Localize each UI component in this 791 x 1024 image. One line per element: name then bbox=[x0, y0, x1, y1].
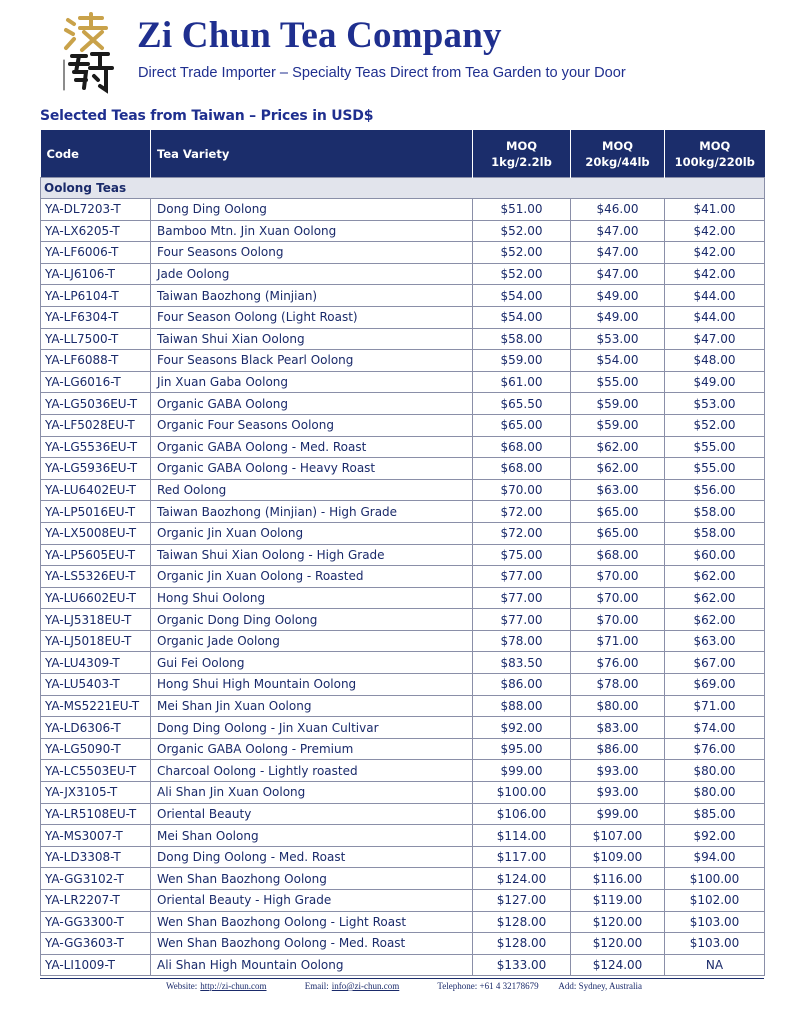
table-row bbox=[41, 285, 765, 307]
tea-variety: Wen Shan Baozhong Oolong - Med. Roast bbox=[151, 933, 473, 955]
price-moq-100kg: $85.00 bbox=[665, 803, 765, 825]
section-title: Selected Teas from Taiwan – Prices in USD$ bbox=[40, 108, 374, 124]
product-code: YA-LJ5018EU-T bbox=[41, 630, 151, 652]
table-row bbox=[41, 263, 765, 285]
column-header-code: Code bbox=[41, 130, 151, 178]
table-row bbox=[41, 609, 765, 631]
tea-variety: Organic Four Seasons Oolong bbox=[151, 414, 473, 436]
table-row bbox=[41, 868, 765, 890]
price-table bbox=[40, 130, 765, 976]
column-header-moq-20kg bbox=[571, 130, 665, 178]
column-header-variety: Tea Variety bbox=[151, 130, 473, 178]
price-moq-20kg: $116.00 bbox=[571, 868, 665, 890]
price-moq-1kg: $52.00 bbox=[473, 220, 571, 242]
table-row bbox=[41, 933, 765, 955]
product-code: YA-LG5036EU-T bbox=[41, 393, 151, 415]
product-code: YA-LJ5318EU-T bbox=[41, 609, 151, 631]
price-moq-20kg: $119.00 bbox=[571, 890, 665, 912]
group-row-oolong bbox=[41, 178, 765, 199]
price-moq-20kg: $99.00 bbox=[571, 803, 665, 825]
price-moq-1kg: $65.50 bbox=[473, 393, 571, 415]
price-moq-20kg: $78.00 bbox=[571, 674, 665, 696]
product-code: YA-LP6104-T bbox=[41, 285, 151, 307]
price-moq-20kg: $70.00 bbox=[571, 566, 665, 588]
table-row bbox=[41, 393, 765, 415]
price-moq-1kg: $133.00 bbox=[473, 954, 571, 976]
price-moq-1kg: $92.00 bbox=[473, 717, 571, 739]
tea-variety: Hong Shui Oolong bbox=[151, 587, 473, 609]
table-row bbox=[41, 566, 765, 588]
price-moq-20kg: $70.00 bbox=[571, 587, 665, 609]
price-moq-100kg: $42.00 bbox=[665, 220, 765, 242]
price-moq-1kg: $54.00 bbox=[473, 306, 571, 328]
tea-variety: Four Seasons Oolong bbox=[151, 242, 473, 264]
table-row bbox=[41, 328, 765, 350]
product-code: YA-LU6402EU-T bbox=[41, 479, 151, 501]
price-moq-100kg: $44.00 bbox=[665, 306, 765, 328]
table-row bbox=[41, 306, 765, 328]
tea-variety: Jin Xuan Gaba Oolong bbox=[151, 371, 473, 393]
product-code: YA-JX3105-T bbox=[41, 782, 151, 804]
tea-variety: Dong Ding Oolong - Jin Xuan Cultivar bbox=[151, 717, 473, 739]
price-moq-20kg: $49.00 bbox=[571, 285, 665, 307]
tea-variety: Organic GABA Oolong - Med. Roast bbox=[151, 436, 473, 458]
price-moq-100kg: $80.00 bbox=[665, 760, 765, 782]
product-code: YA-LP5605EU-T bbox=[41, 544, 151, 566]
tea-variety: Dong Ding Oolong - Med. Roast bbox=[151, 846, 473, 868]
product-code: YA-LD6306-T bbox=[41, 717, 151, 739]
footer bbox=[166, 981, 660, 991]
price-moq-20kg: $65.00 bbox=[571, 501, 665, 523]
table-row bbox=[41, 414, 765, 436]
price-moq-100kg: $41.00 bbox=[665, 199, 765, 221]
tea-variety: Ali Shan High Mountain Oolong bbox=[151, 954, 473, 976]
tea-variety: Taiwan Baozhong (Minjian) bbox=[151, 285, 473, 307]
table-row bbox=[41, 371, 765, 393]
price-moq-1kg: $70.00 bbox=[473, 479, 571, 501]
table-row bbox=[41, 350, 765, 372]
moq-label: MOQ bbox=[602, 138, 633, 153]
price-moq-20kg: $47.00 bbox=[571, 242, 665, 264]
product-code: YA-LX5008EU-T bbox=[41, 522, 151, 544]
table-row bbox=[41, 890, 765, 912]
price-moq-100kg: $56.00 bbox=[665, 479, 765, 501]
price-moq-1kg: $59.00 bbox=[473, 350, 571, 372]
company-name: Zi Chun Tea Company bbox=[137, 15, 502, 56]
table-row bbox=[41, 458, 765, 480]
price-moq-100kg: $80.00 bbox=[665, 782, 765, 804]
price-moq-100kg: $100.00 bbox=[665, 868, 765, 890]
price-moq-100kg: $42.00 bbox=[665, 242, 765, 264]
table-row bbox=[41, 674, 765, 696]
product-code: YA-GG3300-T bbox=[41, 911, 151, 933]
price-moq-20kg: $76.00 bbox=[571, 652, 665, 674]
price-moq-20kg: $47.00 bbox=[571, 263, 665, 285]
product-code: YA-LF6304-T bbox=[41, 306, 151, 328]
table-row bbox=[41, 199, 765, 221]
price-rows bbox=[41, 199, 765, 976]
table-row bbox=[41, 846, 765, 868]
tea-variety: Taiwan Baozhong (Minjian) - High Grade bbox=[151, 501, 473, 523]
tea-variety: Bamboo Mtn. Jin Xuan Oolong bbox=[151, 220, 473, 242]
price-moq-100kg: $62.00 bbox=[665, 609, 765, 631]
table-header-row bbox=[41, 130, 765, 178]
table-row bbox=[41, 782, 765, 804]
price-moq-1kg: $95.00 bbox=[473, 738, 571, 760]
tea-variety: Four Seasons Black Pearl Oolong bbox=[151, 350, 473, 372]
price-moq-1kg: $54.00 bbox=[473, 285, 571, 307]
price-moq-100kg: $69.00 bbox=[665, 674, 765, 696]
tea-variety: Mei Shan Oolong bbox=[151, 825, 473, 847]
tea-variety: Organic GABA Oolong bbox=[151, 393, 473, 415]
product-code: YA-LG5936EU-T bbox=[41, 458, 151, 480]
table-row bbox=[41, 911, 765, 933]
price-moq-100kg: $42.00 bbox=[665, 263, 765, 285]
price-moq-1kg: $106.00 bbox=[473, 803, 571, 825]
price-moq-100kg: $102.00 bbox=[665, 890, 765, 912]
price-moq-20kg: $107.00 bbox=[571, 825, 665, 847]
table-row bbox=[41, 436, 765, 458]
price-moq-1kg: $88.00 bbox=[473, 695, 571, 717]
footer-address: Add: Sydney, Australia bbox=[558, 981, 643, 991]
table-row bbox=[41, 695, 765, 717]
table-row bbox=[41, 825, 765, 847]
email-label: Email: bbox=[304, 981, 329, 991]
price-moq-1kg: $128.00 bbox=[473, 911, 571, 933]
price-moq-20kg: $53.00 bbox=[571, 328, 665, 350]
price-moq-1kg: $51.00 bbox=[473, 199, 571, 221]
footer-email bbox=[305, 981, 418, 991]
price-moq-1kg: $114.00 bbox=[473, 825, 571, 847]
price-moq-1kg: $78.00 bbox=[473, 630, 571, 652]
table-row bbox=[41, 954, 765, 976]
tea-variety: Red Oolong bbox=[151, 479, 473, 501]
tea-variety: Oriental Beauty - High Grade bbox=[151, 890, 473, 912]
price-moq-100kg: $92.00 bbox=[665, 825, 765, 847]
moq-quantity: 20kg/44lb bbox=[585, 154, 650, 169]
product-code: YA-LX6205-T bbox=[41, 220, 151, 242]
price-moq-20kg: $93.00 bbox=[571, 782, 665, 804]
price-moq-20kg: $49.00 bbox=[571, 306, 665, 328]
price-moq-1kg: $124.00 bbox=[473, 868, 571, 890]
price-moq-100kg: $49.00 bbox=[665, 371, 765, 393]
product-code: YA-GG3603-T bbox=[41, 933, 151, 955]
price-moq-100kg: $44.00 bbox=[665, 285, 765, 307]
price-moq-20kg: $63.00 bbox=[571, 479, 665, 501]
price-moq-1kg: $83.50 bbox=[473, 652, 571, 674]
tea-variety: Hong Shui High Mountain Oolong bbox=[151, 674, 473, 696]
product-code: YA-LD3308-T bbox=[41, 846, 151, 868]
product-code: YA-LF6006-T bbox=[41, 242, 151, 264]
price-moq-1kg: $52.00 bbox=[473, 242, 571, 264]
table-row bbox=[41, 652, 765, 674]
price-moq-20kg: $59.00 bbox=[571, 393, 665, 415]
product-code: YA-LU6602EU-T bbox=[41, 587, 151, 609]
price-moq-1kg: $75.00 bbox=[473, 544, 571, 566]
price-moq-1kg: $128.00 bbox=[473, 933, 571, 955]
price-moq-100kg: $53.00 bbox=[665, 393, 765, 415]
tea-variety: Oriental Beauty bbox=[151, 803, 473, 825]
moq-label: MOQ bbox=[506, 138, 537, 153]
price-moq-20kg: $70.00 bbox=[571, 609, 665, 631]
product-code: YA-GG3102-T bbox=[41, 868, 151, 890]
moq-quantity: 100kg/220lb bbox=[674, 154, 755, 169]
tea-variety: Four Season Oolong (Light Roast) bbox=[151, 306, 473, 328]
moq-quantity: 1kg/2.2lb bbox=[491, 154, 552, 169]
price-moq-1kg: $117.00 bbox=[473, 846, 571, 868]
price-moq-100kg: NA bbox=[665, 954, 765, 976]
tea-variety: Mei Shan Jin Xuan Oolong bbox=[151, 695, 473, 717]
price-moq-20kg: $109.00 bbox=[571, 846, 665, 868]
price-moq-100kg: $47.00 bbox=[665, 328, 765, 350]
table-row bbox=[41, 717, 765, 739]
company-tagline: Direct Trade Importer – Specialty Teas Direct from Tea Garden to your Door bbox=[138, 65, 626, 81]
product-code: YA-LF6088-T bbox=[41, 350, 151, 372]
product-code: YA-LG5536EU-T bbox=[41, 436, 151, 458]
column-header-moq-1kg bbox=[473, 130, 571, 178]
tea-variety: Organic GABA Oolong - Heavy Roast bbox=[151, 458, 473, 480]
product-code: YA-LU4309-T bbox=[41, 652, 151, 674]
price-moq-20kg: $71.00 bbox=[571, 630, 665, 652]
price-moq-1kg: $72.00 bbox=[473, 501, 571, 523]
tea-variety: Organic Dong Ding Oolong bbox=[151, 609, 473, 631]
price-moq-20kg: $47.00 bbox=[571, 220, 665, 242]
tea-variety: Wen Shan Baozhong Oolong bbox=[151, 868, 473, 890]
tea-variety: Ali Shan Jin Xuan Oolong bbox=[151, 782, 473, 804]
price-moq-1kg: $77.00 bbox=[473, 587, 571, 609]
table-row bbox=[41, 501, 765, 523]
price-moq-20kg: $65.00 bbox=[571, 522, 665, 544]
product-code: YA-DL7203-T bbox=[41, 199, 151, 221]
price-moq-20kg: $124.00 bbox=[571, 954, 665, 976]
product-code: YA-LC5503EU-T bbox=[41, 760, 151, 782]
price-moq-1kg: $52.00 bbox=[473, 263, 571, 285]
price-moq-100kg: $94.00 bbox=[665, 846, 765, 868]
price-moq-100kg: $103.00 bbox=[665, 933, 765, 955]
price-moq-20kg: $80.00 bbox=[571, 695, 665, 717]
table-row bbox=[41, 760, 765, 782]
price-moq-100kg: $55.00 bbox=[665, 458, 765, 480]
table-row bbox=[41, 630, 765, 652]
website-label: Website: bbox=[166, 981, 198, 991]
price-moq-100kg: $48.00 bbox=[665, 350, 765, 372]
product-code: YA-LF5028EU-T bbox=[41, 414, 151, 436]
column-header-moq-100kg bbox=[665, 130, 765, 178]
product-code: YA-LJ6106-T bbox=[41, 263, 151, 285]
product-code: YA-MS5221EU-T bbox=[41, 695, 151, 717]
tea-variety: Organic GABA Oolong - Premium bbox=[151, 738, 473, 760]
footer-website bbox=[166, 981, 285, 991]
price-moq-20kg: $59.00 bbox=[571, 414, 665, 436]
table-row bbox=[41, 803, 765, 825]
tea-variety: Charcoal Oolong - Lightly roasted bbox=[151, 760, 473, 782]
product-code: YA-MS3007-T bbox=[41, 825, 151, 847]
product-code: YA-LL7500-T bbox=[41, 328, 151, 350]
table-row bbox=[41, 738, 765, 760]
table-row bbox=[41, 522, 765, 544]
price-moq-1kg: $77.00 bbox=[473, 609, 571, 631]
price-moq-1kg: $58.00 bbox=[473, 328, 571, 350]
product-code: YA-LP5016EU-T bbox=[41, 501, 151, 523]
product-code: YA-LI1009-T bbox=[41, 954, 151, 976]
table-row bbox=[41, 242, 765, 264]
price-moq-100kg: $74.00 bbox=[665, 717, 765, 739]
tea-variety: Dong Ding Oolong bbox=[151, 199, 473, 221]
table-row bbox=[41, 220, 765, 242]
price-moq-100kg: $62.00 bbox=[665, 566, 765, 588]
price-moq-20kg: $120.00 bbox=[571, 933, 665, 955]
price-moq-1kg: $77.00 bbox=[473, 566, 571, 588]
price-moq-100kg: $62.00 bbox=[665, 587, 765, 609]
email-link[interactable]: info@zi-chun.com bbox=[331, 981, 400, 991]
price-moq-1kg: $86.00 bbox=[473, 674, 571, 696]
tea-variety: Taiwan Shui Xian Oolong bbox=[151, 328, 473, 350]
footer-telephone: Telephone: +61 4 32178679 bbox=[437, 981, 539, 991]
product-code: YA-LS5326EU-T bbox=[41, 566, 151, 588]
price-moq-1kg: $72.00 bbox=[473, 522, 571, 544]
price-moq-20kg: $68.00 bbox=[571, 544, 665, 566]
product-code: YA-LR2207-T bbox=[41, 890, 151, 912]
price-moq-1kg: $68.00 bbox=[473, 436, 571, 458]
price-moq-100kg: $55.00 bbox=[665, 436, 765, 458]
website-link[interactable]: http://zi-chun.com bbox=[200, 981, 267, 991]
product-code: YA-LG5090-T bbox=[41, 738, 151, 760]
price-moq-1kg: $61.00 bbox=[473, 371, 571, 393]
tea-variety: Organic Jin Xuan Oolong - Roasted bbox=[151, 566, 473, 588]
product-code: YA-LR5108EU-T bbox=[41, 803, 151, 825]
tea-variety: Taiwan Shui Xian Oolong - High Grade bbox=[151, 544, 473, 566]
price-moq-100kg: $76.00 bbox=[665, 738, 765, 760]
price-moq-100kg: $103.00 bbox=[665, 911, 765, 933]
price-moq-100kg: $67.00 bbox=[665, 652, 765, 674]
company-logo bbox=[62, 12, 116, 96]
price-moq-1kg: $68.00 bbox=[473, 458, 571, 480]
price-moq-100kg: $52.00 bbox=[665, 414, 765, 436]
price-moq-1kg: $99.00 bbox=[473, 760, 571, 782]
footer-divider bbox=[40, 978, 764, 979]
product-code: YA-LG6016-T bbox=[41, 371, 151, 393]
tea-variety: Gui Fei Oolong bbox=[151, 652, 473, 674]
product-code: YA-LU5403-T bbox=[41, 674, 151, 696]
group-label: Oolong Teas bbox=[41, 178, 765, 199]
table-row bbox=[41, 479, 765, 501]
tea-variety: Jade Oolong bbox=[151, 263, 473, 285]
price-moq-20kg: $62.00 bbox=[571, 458, 665, 480]
price-moq-100kg: $58.00 bbox=[665, 522, 765, 544]
price-moq-20kg: $55.00 bbox=[571, 371, 665, 393]
tea-variety: Wen Shan Baozhong Oolong - Light Roast bbox=[151, 911, 473, 933]
price-moq-20kg: $120.00 bbox=[571, 911, 665, 933]
price-moq-1kg: $65.00 bbox=[473, 414, 571, 436]
moq-label: MOQ bbox=[699, 138, 731, 153]
price-moq-100kg: $71.00 bbox=[665, 695, 765, 717]
price-moq-1kg: $127.00 bbox=[473, 890, 571, 912]
price-moq-20kg: $93.00 bbox=[571, 760, 665, 782]
price-moq-20kg: $46.00 bbox=[571, 199, 665, 221]
price-moq-20kg: $54.00 bbox=[571, 350, 665, 372]
table-row bbox=[41, 587, 765, 609]
price-moq-100kg: $63.00 bbox=[665, 630, 765, 652]
price-moq-20kg: $62.00 bbox=[571, 436, 665, 458]
price-moq-100kg: $58.00 bbox=[665, 501, 765, 523]
table-row bbox=[41, 544, 765, 566]
price-moq-1kg: $100.00 bbox=[473, 782, 571, 804]
price-moq-100kg: $60.00 bbox=[665, 544, 765, 566]
tea-variety: Organic Jin Xuan Oolong bbox=[151, 522, 473, 544]
tea-variety: Organic Jade Oolong bbox=[151, 630, 473, 652]
price-moq-20kg: $83.00 bbox=[571, 717, 665, 739]
price-moq-20kg: $86.00 bbox=[571, 738, 665, 760]
